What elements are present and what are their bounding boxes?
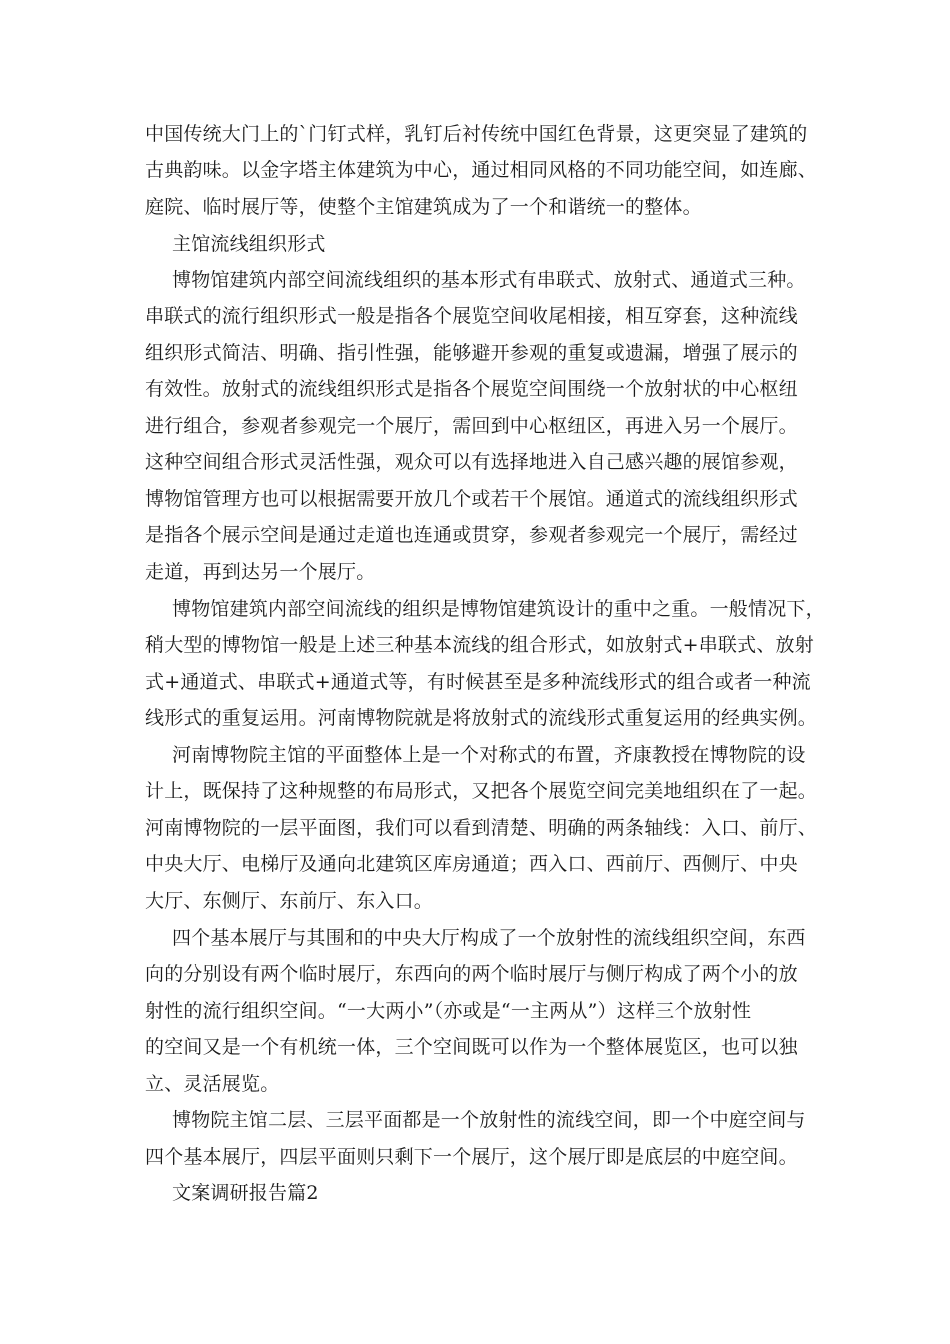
text-line: 博物馆建筑内部空间流线的组织是博物馆建筑设计的重中之重。一般情况下， [172,598,825,620]
text-line: 走道，再到达另一个展厅。 [145,561,376,583]
section-heading: 主馆流线组织形式 [172,233,326,255]
text-line: 大厅、东侧厅、东前厅、东入口。 [145,890,434,912]
text-line: 线形式的重复运用。河南博物院就是将放射式的流线形式重复运用的经典实例。 [145,707,818,729]
text-line: 有效性。放射式的流线组织形式是指各个展览空间围绕一个放射状的中心枢纽 [145,378,798,400]
text-line: 四个基本展厅，四层平面则只剩下一个展厅，这个展厅即是底层的中庭空间。 [145,1146,798,1168]
text-line: 的空间又是一个有机统一体，三个空间既可以作为一个整体展览区，也可以独 [145,1036,798,1058]
text-line: 式+通道式、串联式+通道式等，有时候甚至是多种流线形式的组合或者一种流 [145,671,811,693]
text-line: 稍大型的博物馆一般是上述三种基本流线的组合形式，如放射式+串联式、放射 [145,634,814,656]
text-line: 河南博物院的一层平面图，我们可以看到清楚、明确的两条轴线：入口、前厅、 [145,817,818,839]
text-line: 庭院、临时展厅等，使整个主馆建筑成为了一个和谐统一的整体。 [145,196,702,218]
text-line: 博物馆建筑内部空间流线组织的基本形式有串联式、放射式、通道式三种。 [172,269,806,291]
text-line: 向的分别设有两个临时展厅，东西向的两个临时展厅与侧厅构成了两个小的放 [145,963,798,985]
text-line: 四个基本展厅与其围和的中央大厅构成了一个放射性的流线组织空间，东西 [172,927,806,949]
text-line: 组织形式简洁、明确、指引性强，能够避开参观的重复或遗漏，增强了展示的 [145,342,798,364]
text-line: 中国传统大门上的`门钉式样，乳钉后衬传统中国红色背景，这更突显了建筑的 [145,123,808,145]
section-heading: 文案调研报告篇2 [172,1182,319,1204]
text-line: 博物馆管理方也可以根据需要开放几个或若干个展馆。通道式的流线组织形式 [145,488,798,510]
text-line: 立、灵活展览。 [145,1073,280,1095]
text-line: 博物院主馆二层、三层平面都是一个放射性的流线空间，即一个中庭空间与 [172,1109,806,1131]
text-line: 计上，既保持了这种规整的布局形式，又把各个展览空间完美地组织在了一起。 [145,780,818,802]
text-line: 串联式的流行组织形式一般是指各个展览空间收尾相接，相互穿套，这种流线 [145,305,798,327]
text-line: 这种空间组合形式灵活性强，观众可以有选择地进入自己感兴趣的展馆参观， [145,451,798,473]
text-line: 是指各个展示空间是通过走道也连通或贯穿，参观者参观完一个展厅，需经过 [145,524,798,546]
text-line: 射性的流行组织空间。“一大两小”（亦或是“一主两从”）这样三个放射性 [145,1000,752,1022]
text-line: 河南博物院主馆的平面整体上是一个对称式的布置，齐康教授在博物院的设 [172,744,806,766]
text-line: 进行组合，参观者参观完一个展厅，需回到中心枢纽区，再进入另一个展厅。 [145,415,798,437]
text-line: 古典韵味。以金字塔主体建筑为中心，通过相同风格的不同功能空间，如连廊、 [145,159,818,181]
text-line: 中央大厅、电梯厅及通向北建筑区库房通道；西入口、西前厅、西侧厅、中央 [145,853,798,875]
